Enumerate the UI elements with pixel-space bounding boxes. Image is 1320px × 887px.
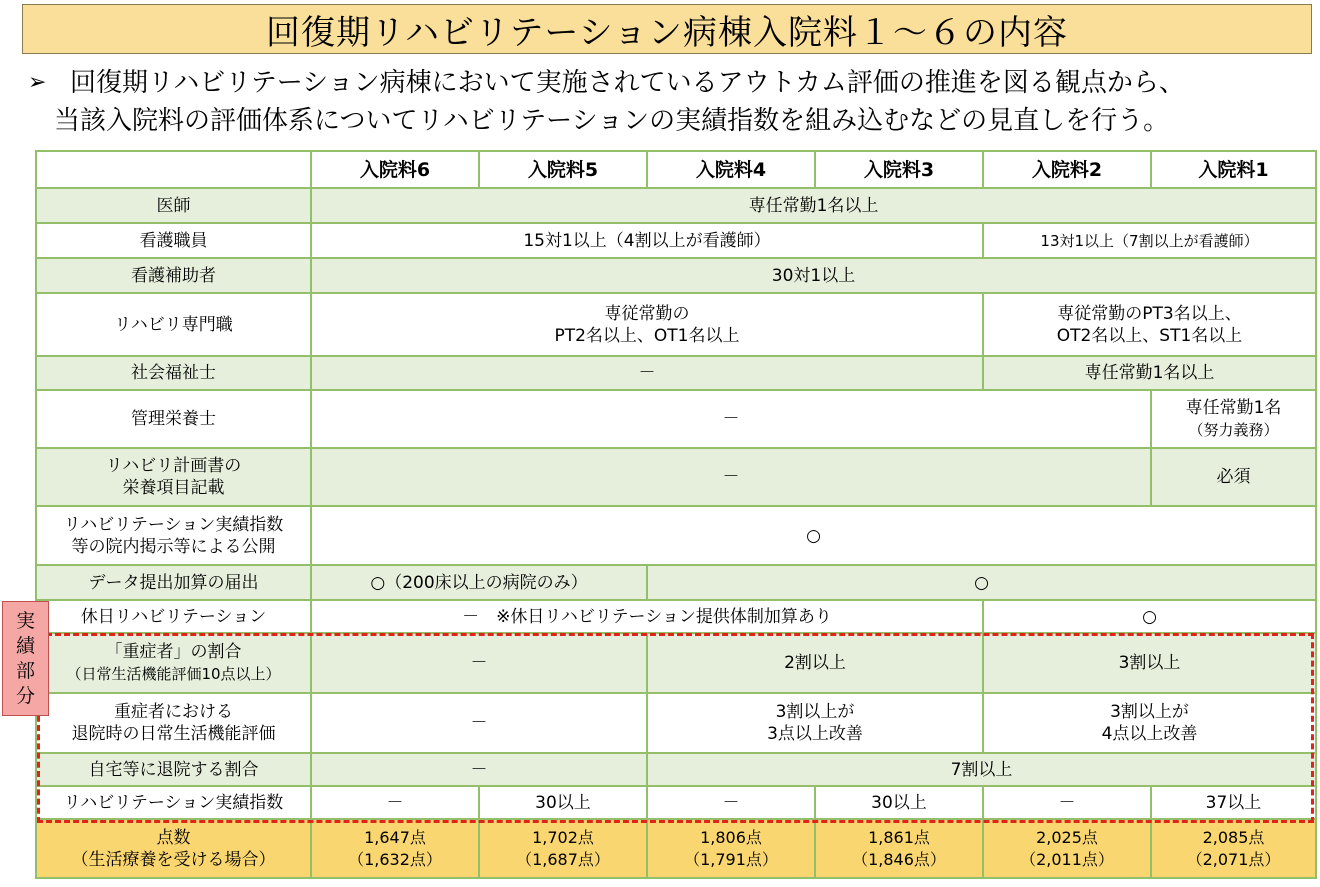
row-label: データ提出加算の届出 (36, 565, 311, 600)
row-dietitian (36, 390, 1316, 448)
row-rehab-index (36, 786, 1316, 819)
index-value: － (647, 786, 815, 819)
row-holiday-rehab (36, 600, 1316, 633)
lead-line-2: 当該入院料の評価体系についてリハビリテーションの実績指数を組み込むなどの見直しを行う。 (54, 106, 1170, 136)
lead-line-1: 回復期リハビリテーション病棟において実施されているアウトカム評価の推進を図る観点から、 (70, 68, 1185, 98)
points-value: 2,025点 （2,011点） (983, 819, 1151, 878)
home-value-2: 7割以上 (647, 753, 1316, 786)
points-value: 2,085点 （2,071点） (1151, 819, 1316, 878)
rehab-value-1: 専従常勤の PT2名以上、OT1名以上 (311, 293, 983, 356)
severe-value-2: 2割以上 (647, 633, 983, 693)
nurse-value-1: 15対1以上（4割以上が看護師） (311, 223, 983, 258)
row-rehab (36, 293, 1316, 356)
row-home-discharge (36, 753, 1316, 786)
row-points (36, 819, 1316, 878)
row-label: 看護補助者 (36, 258, 311, 293)
severe-value-3: 3割以上 (983, 633, 1316, 693)
row-data-submission (36, 565, 1316, 600)
row-label: 管理栄養士 (36, 390, 311, 448)
data-submit-value-1: ○（200床以上の病院のみ） (311, 565, 647, 600)
header-fee-6: 入院料6 (311, 151, 479, 188)
dietitian-value-2: 専任常勤1名 （努力義務） (1151, 390, 1316, 448)
points-value: 1,861点 （1,846点） (815, 819, 983, 878)
row-label: 休日リハビリテーション (36, 600, 311, 633)
plan-value-1: － (311, 448, 1151, 506)
header-row (36, 151, 1316, 188)
header-fee-5: 入院料5 (479, 151, 647, 188)
bullet-arrow-icon: ➢ (28, 70, 47, 95)
lead-text (28, 64, 1318, 140)
comparison-table (35, 150, 1317, 879)
severe-eval-value-3: 3割以上が 4点以上改善 (983, 693, 1316, 753)
header-fee-3: 入院料3 (815, 151, 983, 188)
page-title: 回復期リハビリテーション病棟入院料１～６の内容 (22, 4, 1312, 54)
row-label: 点数 （生活療養を受ける場合） (36, 819, 311, 878)
index-value: 30以上 (479, 786, 647, 819)
corner-cell (36, 151, 311, 188)
header-fee-1: 入院料1 (1151, 151, 1316, 188)
row-rehab-plan (36, 448, 1316, 506)
nurse-value-2: 13対1以上（7割以上が看護師） (983, 223, 1316, 258)
row-nurse (36, 223, 1316, 258)
data-submit-value-2: ○ (647, 565, 1316, 600)
plan-value-2: 必須 (1151, 448, 1316, 506)
rehab-value-2: 専従常勤のPT3名以上、 OT2名以上、ST1名以上 (983, 293, 1316, 356)
publish-value: ○ (311, 506, 1316, 565)
header-fee-4: 入院料4 (647, 151, 815, 188)
home-value-1: － (311, 753, 647, 786)
index-value: － (983, 786, 1151, 819)
row-label: リハビリ専門職 (36, 293, 311, 356)
row-doctor (36, 188, 1316, 223)
row-label: リハビリテーション実績指数 (36, 786, 311, 819)
dietitian-value-1: － (311, 390, 1151, 448)
row-severe-evaluation (36, 693, 1316, 753)
social-value-1: － (311, 356, 983, 390)
row-social-worker (36, 356, 1316, 390)
row-label: 社会福祉士 (36, 356, 311, 390)
holiday-value-2: ○ (983, 600, 1316, 633)
severe-eval-value-2: 3割以上が 3点以上改善 (647, 693, 983, 753)
severe-value-1: － (311, 633, 647, 693)
points-value: 1,806点 （1,791点） (647, 819, 815, 878)
points-value: 1,702点 （1,687点） (479, 819, 647, 878)
index-value: 37以上 (1151, 786, 1316, 819)
row-label: 「重症者」の割合 （日常生活機能評価10点以上） (36, 633, 311, 693)
severe-eval-value-1: － (311, 693, 647, 753)
row-label: リハビリテーション実績指数 等の院内掲示等による公開 (36, 506, 311, 565)
points-value: 1,647点 （1,632点） (311, 819, 479, 878)
row-label: リハビリ計画書の 栄養項目記載 (36, 448, 311, 506)
social-value-2: 専任常勤1名以上 (983, 356, 1316, 390)
doctor-value: 専任常勤1名以上 (311, 188, 1316, 223)
row-severe-ratio (36, 633, 1316, 693)
index-value: － (311, 786, 479, 819)
index-value: 30以上 (815, 786, 983, 819)
row-label: 看護職員 (36, 223, 311, 258)
aide-value: 30対1以上 (311, 258, 1316, 293)
row-aide (36, 258, 1316, 293)
header-fee-2: 入院料2 (983, 151, 1151, 188)
row-label: 重症者における 退院時の日常生活機能評価 (36, 693, 311, 753)
performance-section-tag: 実 績 部 分 (2, 601, 49, 716)
holiday-value-1: － ※休日リハビリテーション提供体制加算あり (311, 600, 983, 633)
row-label: 自宅等に退院する割合 (36, 753, 311, 786)
row-label: 医師 (36, 188, 311, 223)
row-publish (36, 506, 1316, 565)
